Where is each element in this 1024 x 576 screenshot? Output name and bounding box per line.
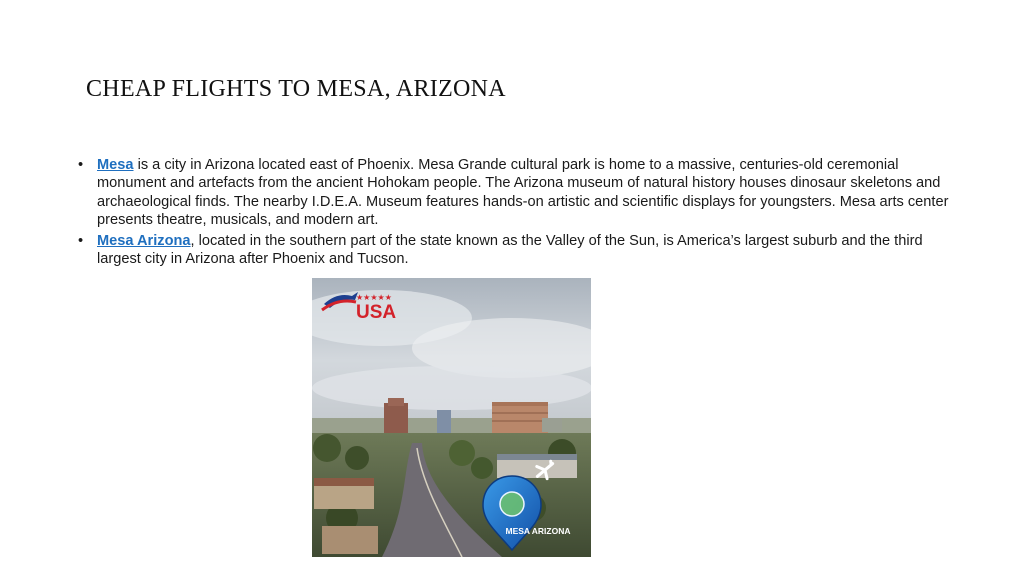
bullet-list: [75, 156, 955, 272]
bullet-item-mesa-arizona: [75, 232, 955, 269]
bullet-text: is a city in Arizona located east of Phoenix. Mesa Grande cultural park is home to a massive, centuries-old ceremonial monument and artefacts from the ancient Hohokam people. The Arizona museum of natural history houses dinosaur skeletons and archaeological finds. The nearby I.D.E.A. Museum features hands-on artistic and scientific displays for youngsters. Mesa arts center presents theatre, musicals, and modern art.: [97, 157, 949, 228]
bullet-item-mesa: [75, 156, 955, 229]
bullet-text: , located in the southern part of the state known as the Valley of the Sun, is America’s largest suburb and the third largest city in Arizona after Phoenix and Tucson.: [97, 233, 923, 268]
mesa-link[interactable]: Mesa: [97, 157, 134, 173]
badge-label: MESA ARIZONA: [505, 526, 571, 536]
mesa-city-photo: [312, 278, 591, 557]
usa-logo-text: USA: [356, 302, 397, 323]
mesa-arizona-link[interactable]: Mesa Arizona: [97, 233, 191, 250]
rating-stars: ★★★★★: [356, 293, 392, 302]
slide-title: CHEAP FLIGHTS TO MESA, ARIZONA: [86, 76, 506, 102]
